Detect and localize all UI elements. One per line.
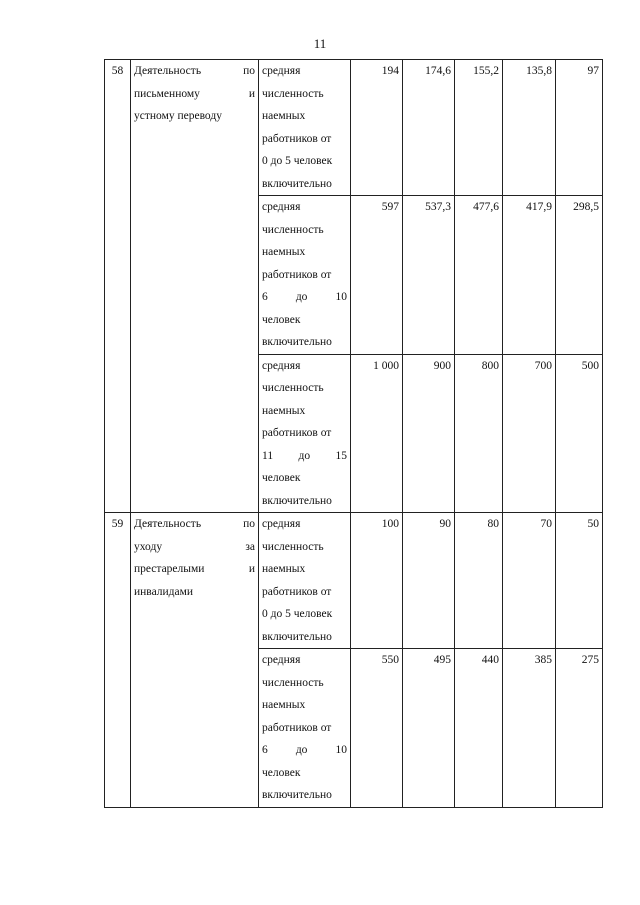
condition-line: 0 до 5 человек (262, 608, 333, 620)
condition-cell (259, 60, 351, 196)
table-body (105, 60, 603, 808)
condition-line: наемных (262, 563, 306, 575)
condition-line: включительно (262, 630, 332, 643)
activity-line: письменному и (134, 87, 255, 100)
condition-line: включительно (262, 789, 332, 801)
value-cell: 700 (503, 354, 556, 513)
condition-line: средняя (262, 201, 301, 213)
value-cell: 500 (556, 354, 603, 513)
value-cell: 194 (351, 60, 403, 196)
value-cell: 597 (351, 196, 403, 355)
condition-line: численность (262, 540, 324, 553)
condition-line: наемных (262, 246, 306, 258)
condition-line: средняя (262, 65, 301, 77)
value-cell: 70 (503, 513, 556, 649)
condition-line: работников от (262, 721, 332, 734)
value-cell: 90 (403, 513, 455, 649)
condition-line: численность (262, 382, 324, 394)
condition-line: человек (262, 313, 301, 326)
condition-line: наемных (262, 699, 306, 711)
condition-line: численность (262, 676, 324, 689)
activity-line: уходу за (134, 540, 255, 553)
value-cell: 417,9 (503, 196, 556, 355)
value-cell: 174,6 (403, 60, 455, 196)
value-cell: 385 (503, 649, 556, 808)
condition-line: 0 до 5 человек (262, 155, 333, 167)
row-number: 59 (105, 513, 131, 808)
activity-name (131, 513, 259, 808)
value-cell: 1 000 (351, 354, 403, 513)
table-row (105, 513, 603, 649)
activity-line: престарелыми и (134, 563, 255, 575)
condition-line: работников от (262, 427, 332, 439)
value-cell: 275 (556, 649, 603, 808)
page-number: 11 (313, 36, 327, 51)
value-cell: 477,6 (455, 196, 503, 355)
condition-line: средняя (262, 654, 301, 666)
condition-line: человек (262, 766, 301, 779)
tariff-table (104, 59, 603, 808)
condition-line: численность (262, 223, 324, 236)
value-cell: 50 (556, 513, 603, 649)
value-cell: 97 (556, 60, 603, 196)
value-cell: 135,8 (503, 60, 556, 196)
activity-line: Деятельность по (134, 518, 255, 530)
condition-cell (259, 649, 351, 808)
value-cell: 298,5 (556, 196, 603, 355)
condition-line: включительно (262, 336, 332, 348)
condition-line: 6 до 10 (262, 291, 347, 303)
condition-line: наемных (262, 404, 306, 417)
condition-line: включительно (262, 177, 332, 190)
value-cell: 800 (455, 354, 503, 513)
value-cell: 900 (403, 354, 455, 513)
condition-line: средняя (262, 359, 301, 372)
condition-line: 11 до 15 (262, 449, 347, 462)
condition-cell (259, 354, 351, 513)
activity-line: устному переводу (134, 110, 222, 122)
value-cell: 80 (455, 513, 503, 649)
condition-line: средняя (262, 518, 301, 530)
activity-name (131, 60, 259, 513)
condition-cell (259, 196, 351, 355)
activity-line: Деятельность по (134, 65, 255, 77)
condition-line: работников от (262, 585, 332, 598)
value-cell: 100 (351, 513, 403, 649)
activity-line: инвалидами (134, 585, 194, 598)
condition-line: 6 до 10 (262, 744, 347, 756)
condition-line: включительно (262, 494, 332, 507)
row-number: 58 (105, 60, 131, 513)
value-cell: 495 (403, 649, 455, 808)
condition-line: работников от (262, 268, 332, 281)
condition-line: наемных (262, 110, 306, 122)
table-row (105, 60, 603, 196)
value-cell: 550 (351, 649, 403, 808)
value-cell: 440 (455, 649, 503, 808)
value-cell: 155,2 (455, 60, 503, 196)
condition-line: численность (262, 87, 324, 100)
condition-line: человек (262, 472, 301, 484)
value-cell: 537,3 (403, 196, 455, 355)
condition-line: работников от (262, 132, 332, 145)
condition-cell (259, 513, 351, 649)
